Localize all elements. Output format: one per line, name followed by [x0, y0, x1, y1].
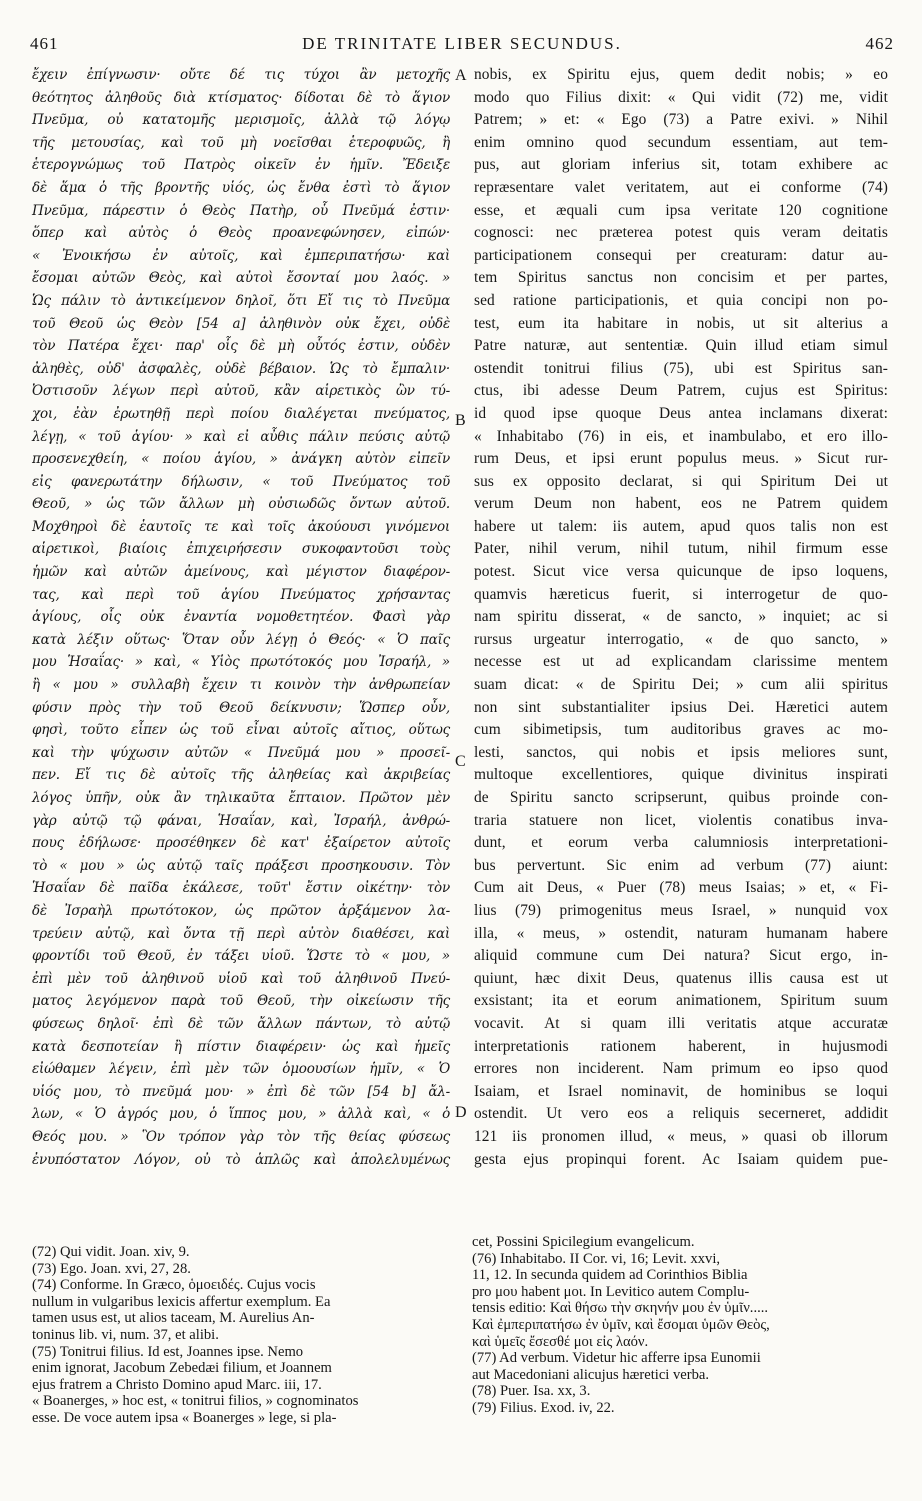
greek-line: τας, καὶ περὶ τοῦ ἁγίου Πνεύματος χρήσαντας — [32, 586, 450, 603]
latin-line: multoque excellentiores, quique divinitus inspirati — [474, 766, 888, 784]
footnote-line: tamen usus est, ut alios taceam, M. Aurelius An- — [32, 1310, 315, 1327]
latin-line: id quod ipse quoque Deus antea inclamans dixerat: — [474, 404, 888, 422]
margin-letter-d: D — [455, 1104, 467, 1121]
latin-line: sus ex opposito declarat, si qui Spiritum Dei ut — [474, 472, 888, 490]
greek-line: τὸν Πατέρα ἔχει· παρ' οἷς δὲ μὴ οὗτός ἐστιν, οὐδὲν — [32, 338, 450, 355]
greek-line: Πνεῦμα, πάρεστιν ὁ Θεὸς Πατὴρ, οὗ Πνεῦμά ἐστιν· — [32, 202, 450, 219]
latin-line: test, eum ita habitare in nobis, ut sit alterius a — [474, 314, 888, 332]
greek-line: εἰς φανερωτάτην δήλωσιν, « τοῦ Πνεύματος τοῦ — [32, 473, 450, 490]
greek-line: ἐπὶ μὲν τοῦ ἀληθινοῦ υἱοῦ καὶ τοῦ ἀληθινοῦ Πνεύ- — [32, 970, 450, 987]
greek-line: ἡμῶν καὶ αὐτῶν ἀμείνους, καὶ μέγιστον διαφέρον- — [32, 564, 450, 581]
footnote-line: (77) Ad verbum. Videtur hic afferre ipsa Eunomii — [472, 1350, 761, 1367]
latin-line: cognosci: nec præterea potest quis veram deitatis — [474, 224, 888, 242]
latin-line: lesti, sanctos, qui nobis et ipsis meliores sunt, — [474, 743, 888, 761]
greek-line: προσενεχθείη, « ποίου ἁγίου, » ἀνάγκη αὐτὸν εἰπεῖν — [32, 451, 450, 468]
footnote-line: « Boanerges, » hoc est, « tonitrui filios, » cognominatos — [32, 1393, 359, 1410]
latin-line: dunt, et eorum verba calumniosis interpretationi- — [474, 834, 888, 852]
latin-line: repræsentare valet veritatem, aut ei conforme (74) — [474, 178, 888, 196]
latin-line: suam dicat: « de Spiritu Dei; » cum alii spiritus — [474, 676, 888, 694]
greek-line: φύσιν πρὸς τὴν τοῦ Θεοῦ δείκνυσιν; Ὥσπερ οὖν, — [32, 699, 450, 716]
latin-line: esse, et æquali cum ipsa veritate 120 cognitione — [474, 201, 888, 219]
latin-line: enim omnino quod secundum essentiam, aut tem- — [474, 133, 888, 151]
greek-line: τὸ « μου » ὡς αὐτῷ ταῖς πράξεσι προσηκουσιν. Τὸν — [32, 857, 450, 874]
latin-line: gesta ejus propinqui forent. Ac Isaiam quidem pue- — [474, 1150, 888, 1168]
greek-line: πους ἐδήλωσε· προσέθηκεν δὲ κατ' ἐξαίρετον αὐτοῖς — [32, 835, 450, 852]
footnote-line: (75) Tonitrui filius. Id est, Joannes ipse. Nemo — [32, 1343, 304, 1360]
footnotes-right — [472, 1234, 892, 1417]
greek-line: μου Ἡσαΐας· » καὶ, « Υἱὸς πρωτότοκός μου Ἰσραήλ, » — [32, 654, 450, 671]
latin-line: non sint substantialiter ipsius Dei. Hæretici autem — [474, 698, 888, 716]
greek-line: ἀληθὲς, οὐδ' ἀσφαλὲς, οὐδὲ βέβαιον. Ὡς τὸ ἔμπαλιν· — [32, 360, 450, 377]
greek-line: υἱός μου, τὸ πνεῦμά μου· » ἐπὶ δὲ τῶν [54 b] ἄλ- — [32, 1083, 450, 1100]
latin-line: rursus urgeatur interrogatio, « de quo sancto, » — [474, 630, 888, 648]
greek-line: φησὶ, τοῦτο εἶπεν ὡς τοῦ εἶναι αὐτοῖς αἴτιος, οὕτως — [32, 722, 450, 739]
footnote-line: cet, Possini Spicilegium evangelicum. — [472, 1234, 695, 1250]
latin-line: illa, « meus, » ostendit, naturam humanam habere — [474, 924, 888, 942]
latin-line: interpretationis rationem haberent, in hujusmodi — [474, 1037, 888, 1055]
page-number-right: 462 — [865, 34, 894, 53]
greek-line: ἁγίους, οἷς οὐκ ἐναντία νομοθετητέον. Φασὶ γὰρ — [32, 609, 450, 626]
greek-line: λέγῃ, « τοῦ ἁγίου· » καὶ εἰ αὖθις πάλιν πεύσις αὐτῷ — [32, 428, 450, 445]
greek-column — [32, 64, 450, 1168]
footnote-line: ejus fratrem a Christo Domino apud Marc. iii, 17. — [32, 1376, 322, 1393]
greek-line: Θεός μου. » Ὃν τρόπον γὰρ τὸν τῆς θείας φύσεως — [32, 1128, 450, 1145]
latin-line: Patre naturæ, aut sententiæ. Quin illud etiam simul — [474, 337, 888, 355]
latin-line: de Spiritu sancto scripserunt, quibus proinde con- — [474, 789, 888, 806]
margin-letter-a: A — [455, 67, 467, 84]
greek-line: λων, « Ὁ ἀγρός μου, ὁ ἵππος μου, » ἀλλὰ καὶ, « ὁ — [32, 1106, 450, 1123]
latin-line: 121 iis pronomen illud, « meus, » quasi ob illorum — [474, 1127, 888, 1145]
greek-line: ματος λεγόμενον παρὰ τοῦ Θεοῦ, τὴν οἰκείωσιν τῆς — [32, 993, 450, 1010]
greek-line: ἑτερογνώμως τοῦ Πατρὸς οἰκεῖν ἐν ἡμῖν. Ἔδειξε — [32, 157, 450, 174]
footnote-line: (79) Filius. Exod. iv, 22. — [472, 1399, 615, 1416]
latin-line: vocavit. At si quam illi veritatis atque accuratæ — [474, 1014, 888, 1032]
latin-line: nam spiritu disserat, « de sancto, » inquiet; ac si — [474, 608, 888, 626]
greek-line: ἔχειν ἐπίγνωσιν· οὔτε δέ τις τύχοι ἂν μετοχῆς — [32, 67, 450, 83]
greek-line: φύσεως δηλοῖ· ἐπὶ δὲ τῶν ἄλλων πάντων, τὸ αὐτῷ — [32, 1015, 450, 1032]
latin-line: Cum ait Deus, « Puer (78) meus Isaias; » et, « Fi- — [474, 879, 888, 897]
greek-line: τοῦ Θεοῦ ὡς Θεὸν [54 a] ἀληθινὸν οὐκ ἔχει, οὐδὲ — [32, 315, 450, 332]
latin-line: cum sibimetipsis, tum auditoribus graves ac mo- — [474, 721, 888, 739]
greek-line: ὅπερ καὶ αὐτὸς ὁ Θεὸς προανεφώνησεν, εἰπών· — [32, 225, 450, 242]
greek-line: δὲ ἅμα ὁ τῆς βροντῆς υἱός, ὡς ἔνθα ἐστὶ τὸ ἅγιον — [32, 179, 450, 196]
footnote-line: (78) Puer. Isa. xx, 3. — [472, 1383, 591, 1400]
greek-line: Ὡς πάλιν τὸ ἀντικείμενον δηλοῖ, ὅτι Εἴ τις τὸ Πνεῦμα — [32, 292, 450, 309]
footnote-line: toninus lib. vi, num. 37, et alibi. — [32, 1326, 219, 1343]
latin-line: bus pervertunt. Sic enim ad verbum (77) aiunt: — [474, 856, 888, 874]
page-number-left: 461 — [30, 34, 59, 53]
latin-line: ostendit tonitrui filius (75), ubi est Spiritus san- — [474, 359, 888, 377]
greek-line: ἔσομαι αὐτῶν Θεὸς, καὶ αὐτοὶ ἔσονταί μου λαός. » — [32, 270, 450, 287]
latin-line: Pater, nihil verum, nihil tutum, nihil firmum esse — [474, 540, 888, 558]
greek-line: « Ἐνοικήσω ἐν αὐτοῖς, καὶ ἐμπεριπατήσω· καὶ — [32, 247, 450, 264]
footnote-line: (72) Qui vidit. Joan. xiv, 9. — [32, 1244, 190, 1260]
latin-column — [474, 64, 888, 1168]
greek-line: Πνεῦμα, οὐ κατατομῆς μερισμοῖς, ἀλλὰ τῷ λόγῳ — [32, 112, 450, 129]
latin-line: Isaiam, et Israel nominavit, de hominibus se loqui — [474, 1082, 888, 1100]
greek-line: εἰώθαμεν λέγειν, ἐπὶ μὲν τῶν ὁμοουσίων ἡμῖν, « Ὁ — [32, 1061, 450, 1078]
footnote-line: (73) Ego. Joan. xvi, 27, 28. — [32, 1260, 191, 1277]
greek-line: γὰρ αὐτῷ τῷ φάναι, Ἡσαΐαν, καὶ, Ἰσραήλ, ἀνθρώ- — [32, 812, 450, 829]
latin-line: necesse est ut ad explicandam clarissime mentem — [474, 653, 888, 671]
greek-line: χοι, ἐὰν ἐρωτηθῇ περὶ ποίου διαλέγεται πνεύματος, — [32, 405, 450, 422]
latin-line: « Inhabitabo (76) in eis, et inambulabo, et ero illo- — [474, 427, 888, 445]
latin-line: modo quo Filius dixit: « Qui vidit (72) me, vidit — [474, 88, 888, 106]
latin-line: habere ut talem: iis autem, apud quos talis non est — [474, 517, 888, 535]
footnote-line: pro μου habent μοι. In Levitico autem Complu- — [472, 1283, 750, 1300]
latin-line: tem Spiritus sanctus non concisim et per partes, — [474, 269, 888, 287]
latin-line: participationem consequi per creaturam: datur au- — [474, 246, 888, 264]
greek-line: ἐνυπόστατον Λόγον, οὐ τὸ ἁπλῶς καὶ ἀπολελυμένως — [32, 1151, 450, 1168]
greek-line: κατὰ δεσποτείαν ἢ πίστιν διαφέρειν· ὡς καὶ ἡμεῖς — [32, 1038, 450, 1055]
footnote-line: aut Macedoniani alicujus hæretici verba. — [472, 1366, 710, 1383]
latin-line: quiunt, hæc dixit Deus, quatenus illis causa est ut — [474, 969, 888, 987]
greek-line: Θεοῦ, » ὡς τῶν ἄλλων μὴ οὐσιωδῶς ὄντων αὐτοῦ. — [32, 496, 450, 513]
greek-line: Μοχθηροὶ δὲ ἑαυτοῖς τε καὶ τοῖς ἀκούουσι γινόμενοι — [32, 518, 450, 535]
greek-line: λόγος ὑπῆν, οὐκ ἂν τηλικαῦτα ἔπταιον. Πρῶτον μὲν — [32, 790, 450, 806]
latin-line: ctus, ibi adesse Deum Patrem, cujus est Spiritus: — [474, 382, 888, 400]
running-header — [30, 34, 894, 58]
footnote-line: nullum in vulgaribus lexicis affertur exemplum. Ea — [32, 1293, 331, 1310]
greek-line: πεν. Εἴ τις δὲ αὐτοῖς τῆς ἀληθείας καὶ ἀκριβείας — [32, 767, 450, 784]
greek-line: ἢ « μου » συλλαβὴ ἔχειν τι κοινὸν τὴν ἀνθρωπείαν — [32, 677, 450, 694]
latin-line: exsistant; ita et eorum animationem, Spiritum suum — [474, 992, 888, 1010]
latin-line: pus, aut gloriam inferius sit, totam exhibere ac — [474, 156, 888, 174]
greek-line: τρεύειν αὐτῷ, καὶ ὄντα τῇ περὶ αὐτὸν διαθέσει, καὶ — [32, 925, 450, 942]
footnote-line: esse. De voce autem ipsa « Boanerges » lege, si pla- — [32, 1409, 337, 1426]
footnote-line: (74) Conforme. In Græco, ὁμοειδές. Cujus vocis — [32, 1277, 316, 1294]
latin-line: Patrem; » et: « Ego (73) a Patre exivi. » Nihil — [474, 111, 888, 129]
latin-line: traria statuere non licet, violentis conatibus inva- — [474, 811, 888, 829]
margin-letter-c: C — [455, 753, 466, 770]
latin-line: potest. Sicut vice versa quicunque de ipso loquens, — [474, 563, 888, 581]
greek-line: δὲ Ἰσραὴλ πρωτότοκον, ὡς πρῶτον ἀρξάμενον λα- — [32, 902, 450, 919]
latin-line: verum Deum non habent, eos ne Patrem quidem — [474, 495, 888, 513]
greek-line: κατὰ λέξιν οὕτως· Ὅταν οὖν λέγῃ ὁ Θεός· « Ὁ παῖς — [32, 631, 450, 648]
greek-line: θεότητος ἀληθοῦς διὰ κτίσματος· δίδοται δὲ τὸ ἅγιον — [32, 89, 450, 106]
footnote-line: enim ignorat, Jacobum Zebedæi filium, et Joannem — [32, 1360, 332, 1377]
footnote-line: καὶ ὑμεῖς ἔσεσθέ μοι εἰς λαόν. — [472, 1333, 649, 1350]
footnote-line: tensis editio: Καὶ θήσω τὴν σκηνήν μου ἐν ὑμῖν..... — [472, 1300, 769, 1317]
greek-line: καὶ τὴν ψύχωσιν αὐτῶν « Πνεῦμά μου » προσεῖ- — [32, 744, 450, 761]
latin-line: quamvis hæreticus fuerit, si interrogetur de quo- — [474, 585, 888, 603]
latin-line: lius (79) primogenitus meus Israel, » nunquid vox — [474, 901, 888, 919]
latin-line: errores non inciderent. Nam primum eo ipso quod — [474, 1060, 888, 1078]
running-title: DE TRINITATE LIBER SECUNDUS. — [302, 34, 622, 53]
latin-line: nobis, ex Spiritu ejus, quem dedit nobis; » eo — [474, 66, 888, 83]
greek-line: Ὀστισοῦν λέγων περὶ αὐτοῦ, κἂν αἱρετικὸς ὢν τύ- — [32, 383, 450, 400]
greek-line: τῆς μετουσίας, καὶ τοῦ μὴ νοεῖσθαι ἑτεροφυῶς, ἢ — [32, 134, 450, 151]
latin-line: sed ratione participationis, et quia concipi non po- — [474, 291, 888, 309]
footnotes-left — [32, 1244, 450, 1427]
greek-line: αἱρετικοὶ, βιαίοις ἐπιχειρήσεσιν συκοφαντοῦσι τοὺς — [32, 541, 450, 558]
greek-line: φροντίδι τοῦ Θεοῦ, ἐν τάξει υἱοῦ. Ὥστε τὸ « μου, » — [32, 948, 450, 965]
latin-line: aliquid commune cum Dei natura? Sicut ergo, in- — [474, 947, 888, 965]
greek-line: Ἡσαΐαν δὲ παῖδα ἐκάλεσε, τοῦτ' ἔστιν οἰκέτην· τὸν — [32, 880, 450, 897]
latin-line: rum Deus, et ipsi erunt populus meus. » Sicut rur- — [474, 450, 888, 468]
margin-letter-b: B — [455, 412, 466, 429]
footnote-line: (76) Inhabitabo. II Cor. vi, 16; Levit. xxvi, — [472, 1250, 721, 1267]
latin-line: ostendit. Ut vero eos a reliquis secerneret, addidit — [474, 1105, 888, 1123]
footnote-line: 11, 12. In secunda quidem ad Corinthios Biblia — [472, 1267, 748, 1284]
footnote-line: Καὶ ἐμπεριπατήσω ἐν ὑμῖν, καὶ ἔσομαι ὑμῶν Θεὸς, — [472, 1316, 770, 1333]
